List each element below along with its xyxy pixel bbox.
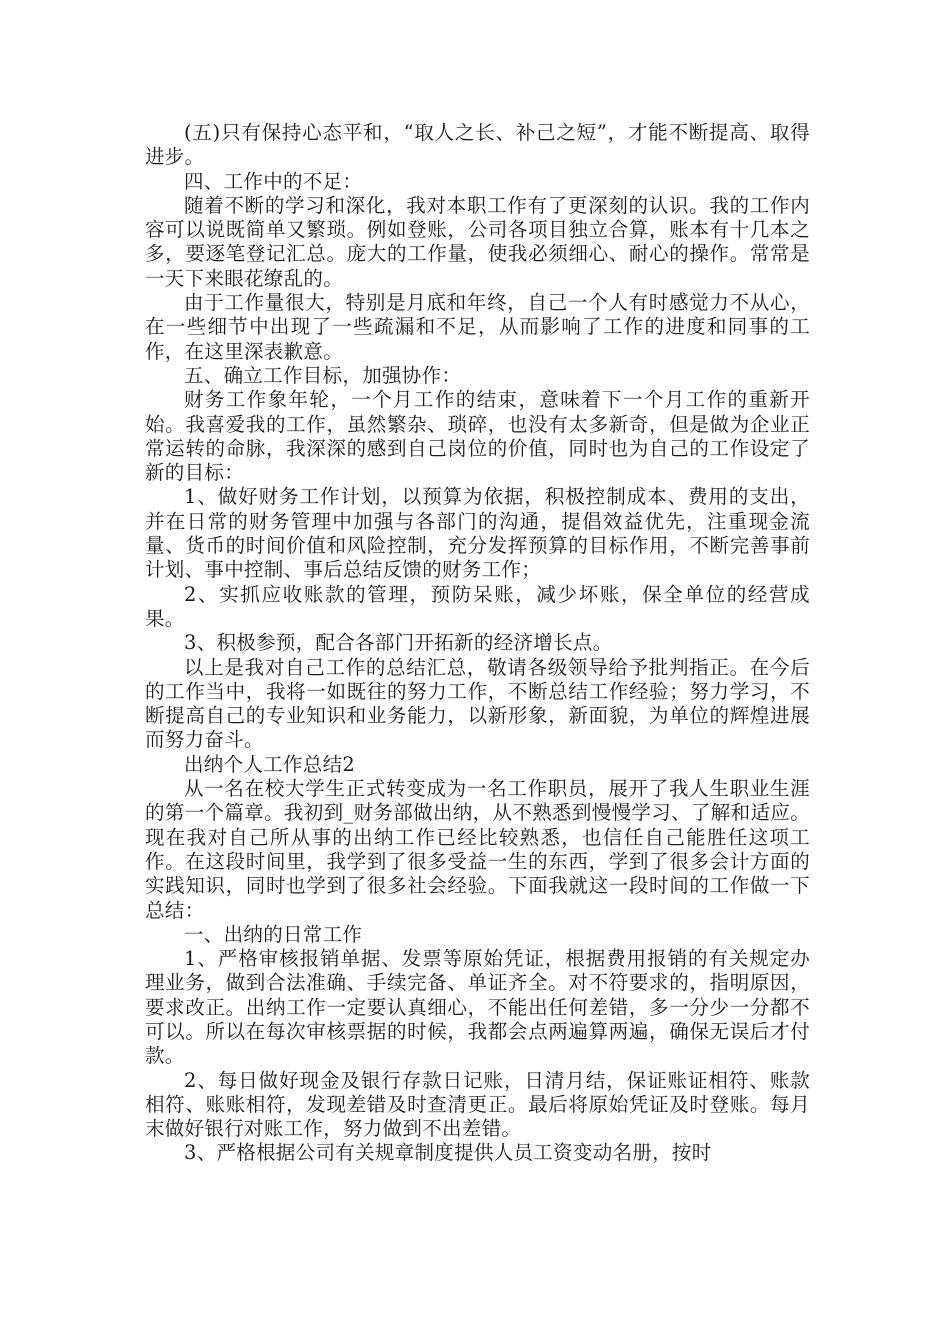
paragraph-goal-1: 1、做好财务工作计划，以预算为依据，积极控制成本、费用的支出，并在日常的财务管理中加强与各部门的沟通，提倡效益优先，注重现金流量、货币的时间价值和风险控制，充分发挥预算的目标作用，不断完善事前计划、事中控制、事后总结反馈的财务工作； <box>145 485 810 582</box>
heading-shortcomings: 四、工作中的不足： <box>184 169 363 193</box>
heading-daily-work: 一、出纳的日常工作 <box>184 922 363 946</box>
paragraph-daily-1: 1、严格审核报销单据、发票等原始凭证，根据费用报销的有关规定办理业务，做到合法准确、手续完备、单证齐全。对不符要求的，指明原因，要求改正。出纳工作一定要认真细心，不能出任何差错，多一分少一分都不可以。所以在每次审核票据的时候，我都会点两遍算两遍，确保无误后才付款。 <box>145 947 810 1068</box>
paragraph-goal-3: 3、积极参预，配合各部门开拓新的经济增长点。 <box>184 631 613 655</box>
paragraph-goal-2: 2、实抓应收账款的管理，预防呆账，减少坏账，保全单位的经营成果。 <box>145 582 810 630</box>
document-page <box>145 121 810 1166</box>
paragraph-introduction: 从一名在校大学生正式转变成为一名工作职员，展开了我人生职业生涯的第一个篇章。我初到_财务部做出纳，从不熟悉到慢慢学习、了解和适应。现在我对自己所从事的出纳工作已经比较熟悉，也信任自己能胜任这项工作。在这段时间里，我学到了很多受益一生的东西，学到了很多会计方面的实践知识，同时也学到了很多社会经验。下面我就这一段时间的工作做一下总结： <box>145 777 810 922</box>
paragraph-conclusion: 以上是我对自己工作的总结汇总，敬请各级领导给予批判指正。在今后的工作当中，我将一如既往的努力工作，不断总结工作经验；努力学习，不断提高自己的专业知识和业务能力，以新形象，新面貌，为单位的辉煌进展而努力奋斗。 <box>145 655 810 752</box>
paragraph-workload: 由于工作量很大，特别是月底和年终，自己一个人有时感觉力不从心，在一些细节中出现了一些疏漏和不足，从而影响了工作的进度和同事的工作，在这里深表歉意。 <box>145 291 810 363</box>
paragraph-daily-3: 3、严格根据公司有关规章制度提供人员工资变动名册，按时 <box>184 1141 712 1165</box>
paragraph-work-content: 随着不断的学习和深化，我对本职工作有了更深刻的认识。我的工作内容可以说既简单又繁琐。例如登账，公司各项目独立合算，账本有十几本之多，要逐笔登记汇总。庞大的工作量，使我必须细心、耐心的操作。常常是一天下来眼花缭乱的。 <box>145 193 810 290</box>
paragraph-summary-point-5: (五)只有保持心态平和，“取人之长、补己之短”，才能不断提高、取得进步。 <box>145 121 810 169</box>
paragraph-daily-2: 2、每日做好现金及银行存款日记账，日清月结，保证账证相符、账款相符、账账相符，发现差错及时查清更正。最后将原始凭证及时登账。每月末做好银行对账工作，努力做到不出差错。 <box>145 1068 810 1141</box>
heading-summary-2: 出纳个人工作总结2 <box>184 752 356 776</box>
paragraph-financial-work: 财务工作象年轮，一个月工作的结束，意味着下一个月工作的重新开始。我喜爱我的工作，虽然繁杂、琐碎，也没有太多新奇，但是做为企业正常运转的命脉，我深深的感到自己岗位的价值，同时也为自己的工作设定了新的目标： <box>145 388 810 485</box>
heading-goals: 五、确立工作目标，加强协作： <box>184 363 462 387</box>
